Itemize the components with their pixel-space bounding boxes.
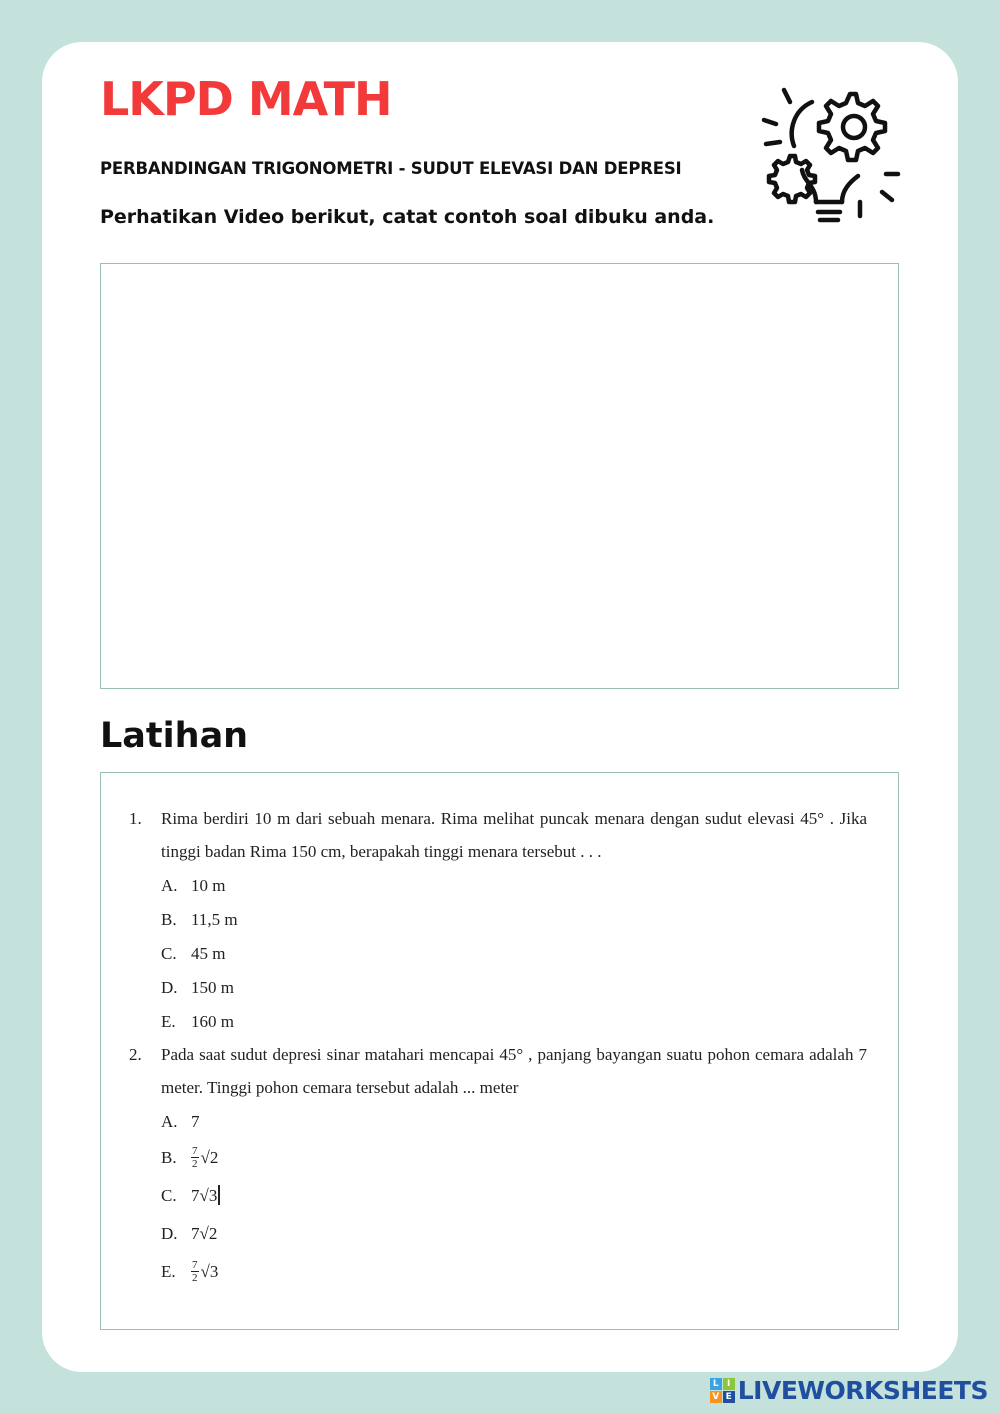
instruction-text: Perhatikan Video berikut, catat contoh soal dibuku anda. <box>100 206 715 228</box>
option-1-b[interactable] <box>161 902 867 936</box>
option-text: 45 m <box>191 943 226 963</box>
fraction-numerator: 7 <box>192 1258 198 1271</box>
worksheet-subtitle: PERBANDINGAN TRIGONOMETRI - SUDUT ELEVASI DAN DEPRESI <box>100 159 682 178</box>
option-letter: B. <box>161 1147 177 1167</box>
question-1 <box>129 802 867 1038</box>
option-text: √3 <box>200 1261 219 1281</box>
page-title: LKPD MATH <box>100 72 392 126</box>
option-1-a[interactable] <box>161 868 867 902</box>
question-list <box>129 802 867 1290</box>
option-letter: B. <box>161 909 177 929</box>
worksheet-card <box>42 42 958 1372</box>
option-text: 7√2 <box>191 1223 218 1243</box>
option-letter: E. <box>161 1261 176 1281</box>
option-text: 160 m <box>191 1011 234 1031</box>
question-text: Pada saat sudut depresi sinar matahari mencapai 45° , panjang bayangan suatu pohon cemara adalah 7 meter. Tinggi pohon cemara tersebut adalah ... meter <box>161 1045 867 1097</box>
option-1-c[interactable] <box>161 936 867 970</box>
fraction-denominator: 2 <box>192 1271 198 1284</box>
option-2-a[interactable] <box>161 1104 867 1138</box>
fraction-numerator: 7 <box>192 1144 198 1157</box>
exercise-box <box>100 772 899 1330</box>
option-text: 7 <box>191 1111 200 1131</box>
option-letter: A. <box>161 1111 178 1131</box>
option-text: 11,5 m <box>191 909 238 929</box>
section-heading-latihan: Latihan <box>100 716 249 756</box>
question-number: 1. <box>129 809 142 828</box>
option-2-e[interactable] <box>161 1252 867 1290</box>
option-2-d[interactable] <box>161 1214 867 1252</box>
option-1-e[interactable] <box>161 1004 867 1038</box>
option-letter: C. <box>161 1185 177 1205</box>
fraction <box>191 1259 199 1284</box>
video-embed-area[interactable] <box>100 263 899 689</box>
logo-letter: L <box>710 1378 722 1390</box>
question-text: Rima berdiri 10 m dari sebuah menara. Rima melihat puncak menara dengan sudut elevasi 45° . Jika tinggi badan Rima 150 cm, berapakah tinggi menara tersebut . . . <box>161 809 867 861</box>
option-text: 10 m <box>191 875 226 895</box>
option-text: 150 m <box>191 977 234 997</box>
logo-letter: E <box>723 1391 735 1403</box>
fraction <box>191 1145 199 1170</box>
option-text: √2 <box>200 1147 219 1167</box>
option-2-b[interactable] <box>161 1138 867 1176</box>
option-letter: C. <box>161 943 177 963</box>
question-2 <box>129 1038 867 1290</box>
option-letter: E. <box>161 1011 176 1031</box>
liveworksheets-watermark <box>710 1374 988 1406</box>
lightbulb-gears-icon <box>754 82 904 232</box>
option-1-d[interactable] <box>161 970 867 1004</box>
logo-letter: V <box>710 1391 722 1403</box>
text-cursor <box>218 1185 220 1205</box>
option-letter: D. <box>161 977 178 997</box>
option-text: 7√3 <box>191 1185 218 1205</box>
liveworksheets-logo-icon <box>710 1378 735 1403</box>
option-letter: D. <box>161 1223 178 1243</box>
option-2-c[interactable] <box>161 1176 867 1214</box>
option-letter: A. <box>161 875 178 895</box>
fraction-denominator: 2 <box>192 1157 198 1170</box>
logo-letter: I <box>723 1378 735 1390</box>
watermark-text: LIVEWORKSHEETS <box>737 1375 988 1405</box>
question-number: 2. <box>129 1045 142 1064</box>
